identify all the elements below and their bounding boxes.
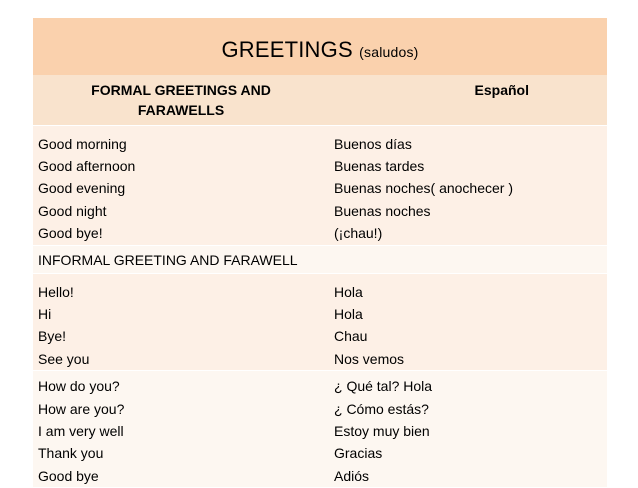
list-item: I am very well [38, 422, 124, 439]
greetings-table [33, 75, 607, 488]
list-item: Good afternoon [38, 157, 136, 174]
table-row-formal [33, 125, 607, 245]
list-item: Thank you [38, 445, 104, 462]
list-item: (¡chau!) [334, 225, 383, 242]
list-item: Good morning [38, 135, 127, 152]
list-item: See you [38, 350, 90, 367]
title-subtitle: (saludos) [359, 44, 419, 60]
slide [33, 18, 607, 484]
list-item: Hello! [38, 283, 74, 300]
list-item: Nos vemos [334, 350, 405, 367]
informal-spanish-cell [329, 273, 607, 371]
list-item: Hi [38, 305, 52, 322]
list-item: Chau [334, 328, 368, 345]
table-row-informal [33, 273, 607, 371]
table-header-row [33, 75, 607, 125]
list-item: ¿ Cómo estás? [334, 400, 429, 417]
list-item: Good evening [38, 180, 126, 197]
list-item: ¿ Qué tal? Hola [334, 378, 433, 395]
empty-cell [329, 245, 607, 273]
header-english: FORMAL GREETINGS AND FARAWELLS [33, 75, 329, 125]
list-item: Good bye! [38, 225, 103, 242]
title-bar [33, 18, 607, 75]
list-item: How do you? [38, 378, 120, 395]
list-item: Buenas noches( anochecer ) [334, 180, 513, 197]
formal-spanish-cell [329, 125, 607, 245]
list-item: Bye! [38, 328, 67, 345]
list-item: Buenas noches [334, 202, 431, 219]
phrases-spanish-cell [329, 371, 607, 488]
list-item: Good night [38, 202, 107, 219]
informal-section-label: INFORMAL GREETING AND FARAWELL [33, 245, 329, 273]
list-item: Adiós [334, 467, 370, 484]
list-item: Gracias [334, 445, 383, 462]
list-item: Good bye [38, 467, 99, 484]
list-item: Hola [334, 305, 363, 322]
table-row-phrases [33, 371, 607, 488]
phrases-english-cell [33, 371, 329, 488]
slide-title [33, 37, 607, 65]
list-item: Estoy muy bien [334, 422, 430, 439]
list-item: Buenas tardes [334, 157, 425, 174]
list-item: How are you? [38, 400, 125, 417]
list-item: Hola [334, 283, 363, 300]
list-item: Buenos días [334, 135, 412, 152]
header-spanish: Español [329, 75, 607, 125]
informal-english-cell [33, 273, 329, 371]
table-row-section [33, 245, 607, 273]
formal-english-cell [33, 125, 329, 245]
title-main: GREETINGS [221, 37, 353, 62]
